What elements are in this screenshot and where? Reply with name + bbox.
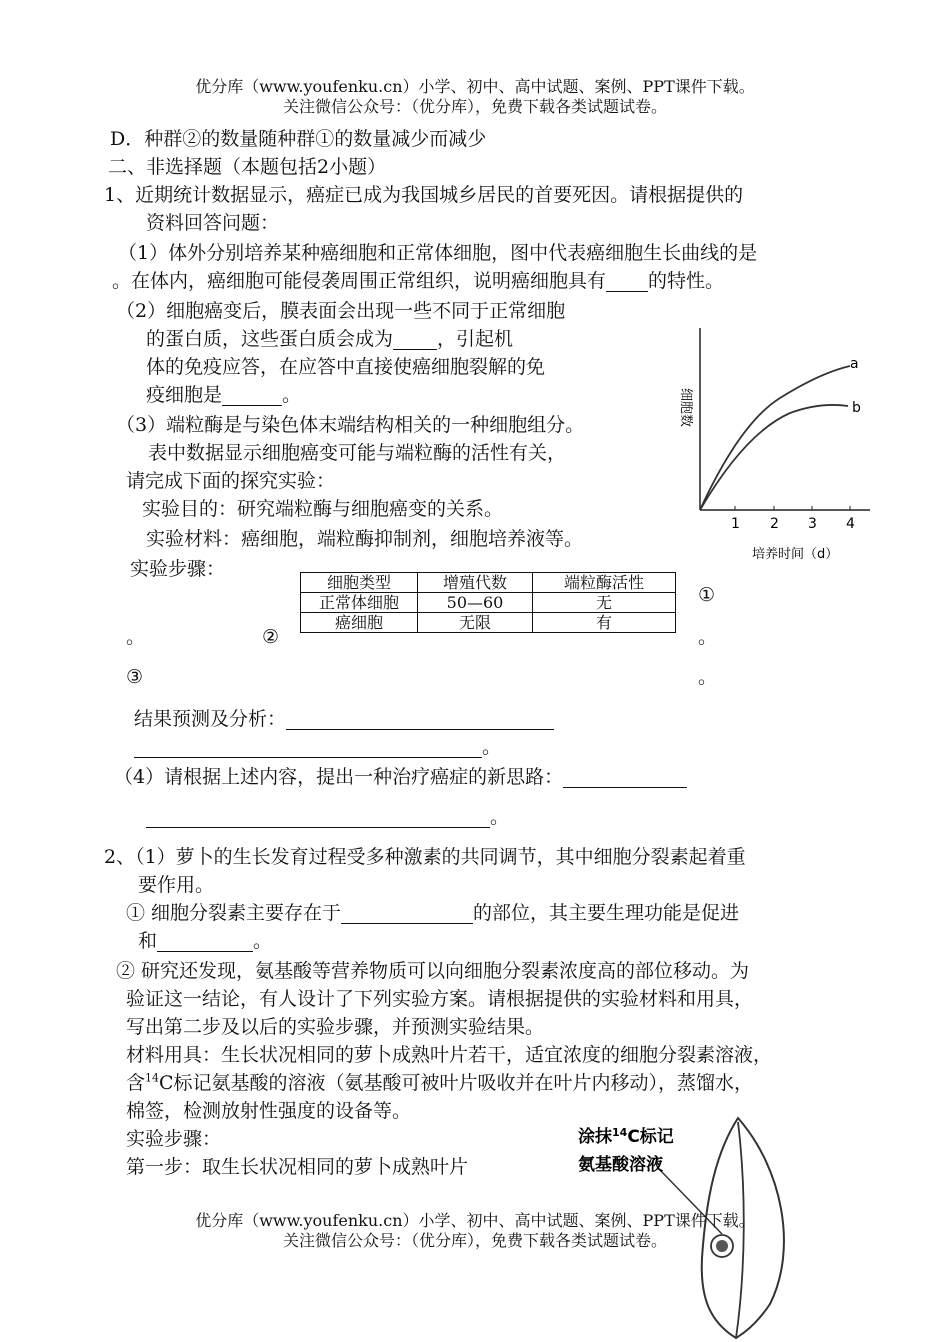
table-cell: 有 [533,613,676,633]
q2-materials-b: 含$^{14}$C标记氨基酸的溶液（氨基酸可被叶片吸收并在叶片内移动），蒸馏水， [126,1071,754,1094]
answer-blank[interactable] [606,273,648,292]
step-2-marker: ② [262,626,280,648]
x-axis-label: 培养时间（d） [752,547,839,562]
tick-label: 2 [770,516,779,532]
growth-curve-chart [670,318,892,574]
q2-intro-b: 要作用。 [138,874,215,896]
q2-materials-c: 棉签，检测放射性强度的设备等。 [126,1100,412,1122]
footer-line-1: 优分库（www.youfenku.cn）小学、初中、高中试题、案例、PPT课件下载。 [195,1211,755,1230]
answer-blank[interactable] [146,809,490,828]
table-cell: 正常体细胞 [301,593,418,613]
q2-part2-a: ② 研究还发现，氨基酸等营养物质可以向细胞分裂素浓度高的部位移动。为 [116,960,750,982]
period: 。 [126,626,146,648]
tick-label: 3 [808,516,817,532]
q2-part1-b: 和 。 [138,930,273,952]
table-header: 增殖代数 [418,573,533,593]
q1-part1-a: （1）体外分别培养某种癌细胞和正常体细胞，图中代表癌细胞生长曲线的是 [118,242,758,264]
step-3-marker: ③ [126,666,144,688]
q1-part1-b: 。在体内，癌细胞可能侵袭周围正常组织，说明癌细胞具有 的特性。 [112,270,725,292]
telomerase-table [300,572,676,633]
section-title: 二、非选择题（本题包括2小题） [108,156,387,178]
table-header: 端粒酶活性 [533,573,676,593]
curve-a [700,366,850,510]
q1-intro-b: 资料回答问题： [146,212,280,234]
result-line-2: 。 [134,736,501,758]
table-cell: 50—60 [418,593,533,613]
result-label: 结果预测及分析： [134,708,554,730]
tick-label: 4 [846,516,855,532]
table-header: 细胞类型 [301,573,418,593]
curve-a-label: a [850,356,859,372]
leaf-label-line-1: 涂抹$^{14}$C标记 [578,1126,674,1147]
footer-line-2: 关注微信公众号：（优分库），免费下载各类试题试卷。 [282,1231,667,1250]
q1-part3-c: 请完成下面的探究实验： [126,470,336,492]
q1-part3-a: （3）端粒酶是与染色体末端结构相关的一种细胞组分。 [116,414,585,436]
answer-blank[interactable] [222,387,282,406]
answer-blank[interactable] [157,933,253,952]
q2-part1-a: ① 细胞分裂素主要存在于 的部位，其主要生理功能是促进 [126,902,740,924]
answer-blank[interactable] [341,905,473,924]
q2-part2-c: 写出第二步及以后的实验步骤，并预测实验结果。 [126,1016,545,1038]
tick-label: 1 [731,516,740,532]
q2-materials-a: 材料用具：生长状况相同的萝卜成熟叶片若干，适宜浓度的细胞分裂素溶液， [126,1044,773,1066]
step-1-marker: ① [698,584,716,606]
table-cell: 癌细胞 [301,613,418,633]
q1-part3-e: 实验材料：癌细胞，端粒酶抑制剂，细胞培养液等。 [146,528,584,550]
curve-b [700,405,848,510]
q1-part2-c: 体的免疫应答，在应答中直接使癌细胞裂解的免 [146,356,546,378]
leaf-midrib [736,1122,744,1338]
q1-part4-line-2: 。 [146,806,509,828]
answer-blank[interactable] [286,711,554,730]
header-line-2: 关注微信公众号：（优分库），免费下载各类试题试卷。 [282,97,667,116]
leaf-label-line-2: 氨基酸溶液 [578,1155,663,1175]
answer-blank[interactable] [393,331,437,350]
answer-blank[interactable] [563,769,687,788]
q1-part3-d: 实验目的：研究端粒酶与细胞癌变的关系。 [142,498,504,520]
q1-intro-a: 1、近期统计数据显示，癌症已成为我国城乡居民的首要死因。请根据提供的 [104,184,744,206]
curve-b-label: b [852,400,861,416]
period: 。 [698,626,718,648]
q1-part3-b: 表中数据显示细胞癌变可能与端粒酶的活性有关， [148,442,567,464]
answer-blank[interactable] [134,739,482,758]
q1-part2-d: 疫细胞是 。 [146,384,302,406]
q1-part4: （4）请根据上述内容，提出一种治疗癌症的新思路： [114,766,687,788]
period: 。 [698,666,718,688]
table-cell: 无 [533,593,676,613]
y-axis-label: 细胞数 [678,388,693,428]
q2-step-1: 第一步：取生长状况相同的萝卜成熟叶片 [126,1156,469,1178]
q1-part3-f: 实验步骤： [130,558,226,580]
q2-intro-a: 2、（1）萝卜的生长发育过程受多种激素的共同调节，其中细胞分裂素起着重 [104,846,746,868]
q1-part2-a: （2）细胞癌变后，膜表面会出现一些不同于正常细胞 [116,300,566,322]
q2-part2-b: 验证这一结论，有人设计了下列实验方案。请根据提供的实验材料和用具， [126,988,754,1010]
header-line-1: 优分库（www.youfenku.cn）小学、初中、高中试题、案例、PPT课件下载。 [195,77,755,96]
q2-steps-label: 实验步骤： [126,1128,222,1150]
table-cell: 无限 [418,613,533,633]
q1-part2-b: 的蛋白质，这些蛋白质会成为 ，引起机 [146,328,514,350]
option-d: D．种群②的数量随种群①的数量减少而减少 [110,128,487,150]
